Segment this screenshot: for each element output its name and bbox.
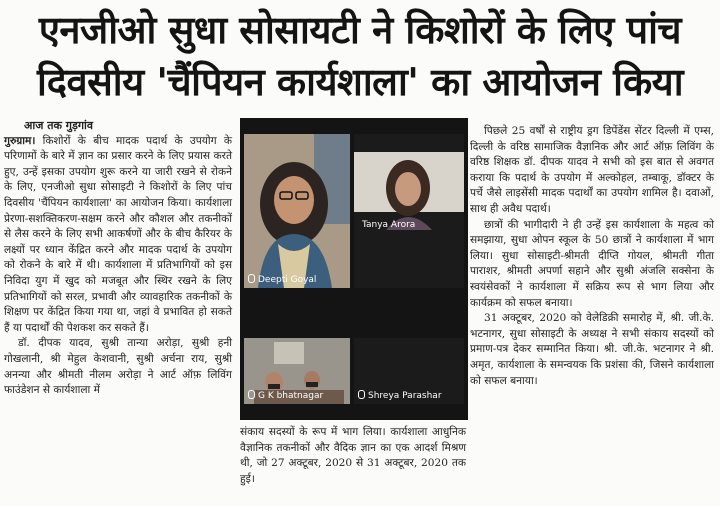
byline: आज तक गुड़गांव <box>24 119 94 132</box>
zoom-meeting-photo <box>240 118 468 420</box>
headline-line-2: दिवसीय 'चैंपियन कार्यशाला' का आयोजन किया <box>36 60 684 104</box>
article-column-middle <box>240 425 466 487</box>
tile-label: Tanya Arora <box>362 220 416 230</box>
mic-icon <box>248 274 255 283</box>
participant-portrait <box>244 134 350 288</box>
video-tile-gk-bhatnagar <box>244 338 350 404</box>
mic-icon <box>358 390 365 399</box>
left-paragraph-1 <box>4 134 232 337</box>
middle-paragraph: संकाय सदस्यों के रूप में भाग लिया। कार्यशाला आधुनिक वैज्ञानिक तकनीकों और वैदिक ज्ञान का एक आदर्श मिश्रण थी, जो 27 अक्टूबर, 2020 से 31 अक्टूबर, 2020 तक हुई। <box>240 426 466 485</box>
headline-line-1: एनजीओ सुधा सोसायटी ने किशोरों के लिए पांच <box>38 8 682 52</box>
left-paragraph-2: डॉ. दीपक यादव, सुश्री तान्या अरोड़ा, सुश्री हनी गोखलानी, श्री मेहुल केशवानी, सुश्री अर्चना राय, सुश्री अनन्या और श्रीमती नीलम अरोड़ा ने आर्ट ऑफ़ लिविंग फाउंडेशन से कार्यशाला में <box>4 337 232 397</box>
right-paragraph-3: 31 अक्टूबर, 2020 को वेलेडिक्री समारोह में, श्री. जी.के. भटनागर, सुधा सोसाइटी के अध्यक्ष ने सभी संकाय सदस्यों को प्रमाण-पत्र देकर सम्मानित किया। श्री. जी.के. भटनागर ने श्री. अमृत, कार्यशाला के समन्वयक कि प्रशंसा की, जिसने कार्यशाला को सफल बनाया। <box>470 312 714 387</box>
mic-icon <box>248 390 255 399</box>
article-column-right <box>470 124 714 389</box>
left-paragraph-1-text: किशोरों के बीच मादक पदार्थ के उपयोग के परिणामों के बारे में ज्ञान का प्रसार करने के लिए प्रयास करते हुए, उन्हें इसका उपयोग शुरू करने या जारी रखने से रोकने के लिए, एनजीओ सुधा सोसाइटी ने किशोरों के लिए पांच दिवसीय 'चैंपियन कार्यशाला' का आयोजन किया। कार्यशाला प्रेरणा-सशक्तिकरण-सक्षम करने और कौशल और तकनीकों से लैस करने के लिए सभी आकर्षणों और के बीच कैरियर के लक्ष्यों पर ध्यान केंद्रित करने और मादक पदार्थ के उपयोग को रोकने के बारे में थी। कार्यशाला में प्रतिभागियों को इस निविदा युग में खुद को मजबूत और स्थिर रखने के लिए प्रतिभागियों को सरल, प्रभावी और व्यावहारिक तकनीकों के शिक्षण पर केंद्रित किया गया था, जहां वे प्रभावित हो सकते हैं या पदार्थों की पेशकश कर सकते हैं। <box>4 134 232 334</box>
participant-portrait <box>354 134 464 288</box>
video-tile-tanya-arora <box>354 134 464 288</box>
tile-label: G K bhatnagar <box>248 390 323 401</box>
tile-label: Shreya Parashar <box>358 390 442 401</box>
dateline: गुरुग्राम। <box>4 134 36 147</box>
right-paragraph-2: छात्रों की भागीदारी ने ही उन्हें इस कार्यशाला के महत्व को समझाया, सुधा ओपन स्कूल के 50 छात्रों ने कार्यशाला में भाग लिया। सुधा सोसाइटी-श्रीमती दीप्ति गोयल, श्रीमती गीता पाराशर, श्रीमती अपर्णा सहाने और सुश्री अंजलि सक्सेना के स्वयंसेवकों ने कार्यशाला में सक्रिय रूप से भाग लिया और कार्यक्रम को सफल बनाया। <box>470 218 714 309</box>
video-tile-deepti-goyal <box>244 134 350 288</box>
tile-label: Deepti Goyal <box>248 274 316 285</box>
article-column-left <box>4 118 232 399</box>
right-paragraph-1: पिछले 25 वर्षों से राष्ट्रीय ड्रग डिपेंडेंस सेंटर दिल्ली में एम्स, दिल्ली के वरिष्ठ सामाजिक वैज्ञानिक और आर्ट ऑफ़ लिविंग के वरिष्ठ शिक्षक डॉ. दीपक यादव ने सभी को इस बात से अवगत कराया कि पदार्थ के उपयोग में अल्कोहल, तम्बाकू, डॉक्टर के पर्चे जैसे लाइसेंसी मादक पदार्थों का उपयोग शामिल है। दवाओं, साथ ही अवैध पदार्थ। <box>470 125 714 215</box>
headline <box>0 0 720 112</box>
video-tile-shreya-parashar <box>354 338 464 404</box>
